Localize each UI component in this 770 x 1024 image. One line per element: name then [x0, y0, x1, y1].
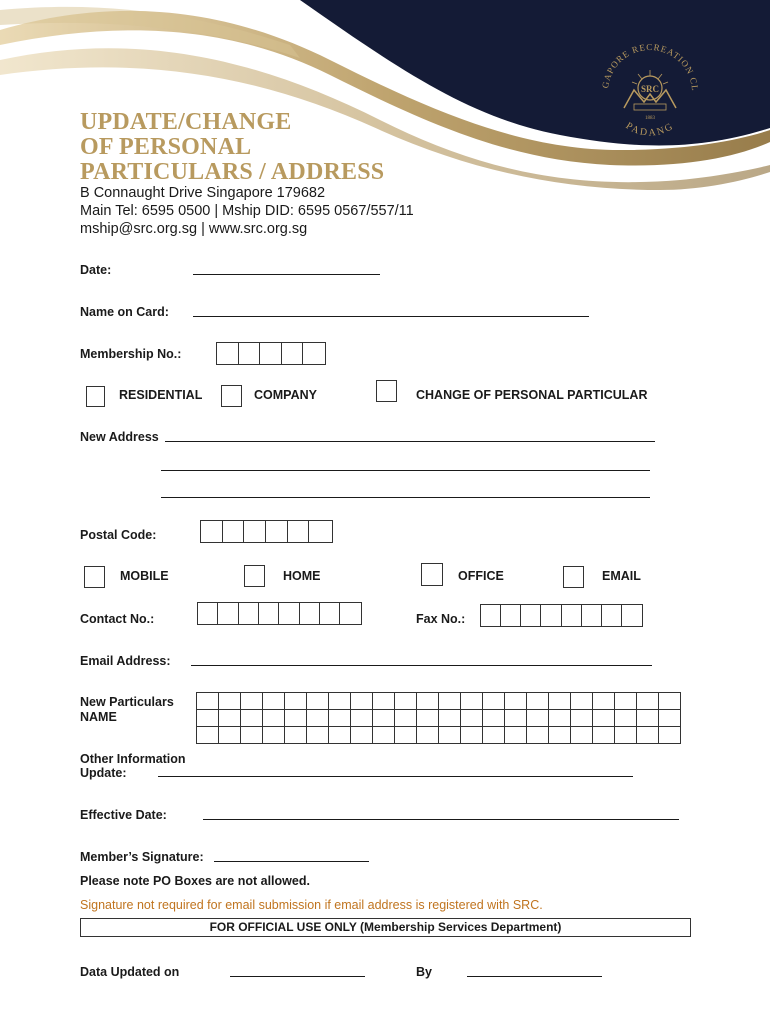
- grid-cell[interactable]: [395, 727, 417, 744]
- grid-cell[interactable]: [615, 710, 637, 727]
- grid-cell[interactable]: [483, 727, 505, 744]
- email-type-label: EMAIL: [602, 569, 641, 583]
- office-label: OFFICE: [458, 569, 504, 583]
- grid-cell[interactable]: [307, 727, 329, 744]
- grid-cell[interactable]: [637, 693, 659, 710]
- grid-cell[interactable]: [329, 727, 351, 744]
- club-emblem-icon: [590, 30, 710, 150]
- contact-no-label: Contact No.:: [80, 612, 155, 626]
- home-label: HOME: [283, 569, 321, 583]
- grid-cell[interactable]: [439, 693, 461, 710]
- grid-cell[interactable]: [285, 693, 307, 710]
- grid-cell[interactable]: [395, 693, 417, 710]
- grid-cell[interactable]: [263, 727, 285, 744]
- grid-cell[interactable]: [417, 710, 439, 727]
- grid-cell[interactable]: [263, 710, 285, 727]
- grid-cell[interactable]: [263, 693, 285, 710]
- grid-cell[interactable]: [549, 710, 571, 727]
- grid-cell[interactable]: [417, 727, 439, 744]
- company-checkbox[interactable]: [221, 385, 242, 407]
- name-on-card-field[interactable]: [193, 316, 589, 317]
- fax-no-label: Fax No.:: [416, 612, 466, 626]
- grid-cell[interactable]: [659, 727, 681, 744]
- grid-cell[interactable]: [615, 727, 637, 744]
- grid-row: [197, 693, 681, 710]
- membership-no-label: Membership No.:: [80, 347, 182, 361]
- grid-cell[interactable]: [483, 693, 505, 710]
- grid-cell[interactable]: [527, 710, 549, 727]
- email-address-label: Email Address:: [80, 654, 171, 668]
- grid-cell[interactable]: [395, 710, 417, 727]
- grid-cell[interactable]: [505, 727, 527, 744]
- grid-cell[interactable]: [197, 693, 219, 710]
- mobile-label: MOBILE: [120, 569, 169, 583]
- grid-cell[interactable]: [351, 710, 373, 727]
- change-particular-label: CHANGE OF PERSONAL PARTICULAR: [416, 388, 648, 402]
- signature-field[interactable]: [214, 861, 369, 862]
- grid-cell[interactable]: [285, 710, 307, 727]
- grid-cell[interactable]: [439, 727, 461, 744]
- data-updated-field[interactable]: [230, 976, 365, 977]
- grid-row: [197, 727, 681, 744]
- official-use-banner: FOR OFFICIAL USE ONLY (Membership Services Department): [80, 918, 691, 937]
- grid-cell[interactable]: [483, 710, 505, 727]
- grid-cell[interactable]: [351, 727, 373, 744]
- grid-cell[interactable]: [241, 727, 263, 744]
- new-address-line-2[interactable]: [161, 470, 650, 471]
- club-web: mship@src.org.sg | www.src.org.sg: [80, 221, 308, 237]
- svg-text:SINGAPORE RECREATION CLUB: [590, 30, 700, 92]
- grid-cell[interactable]: [527, 693, 549, 710]
- date-label: Date:: [80, 263, 112, 277]
- grid-cell[interactable]: [329, 693, 351, 710]
- grid-cell[interactable]: [549, 693, 571, 710]
- grid-cell[interactable]: [329, 710, 351, 727]
- grid-cell[interactable]: [241, 693, 263, 710]
- grid-cell[interactable]: [351, 693, 373, 710]
- form-title: [80, 110, 384, 185]
- grid-cell[interactable]: [461, 693, 483, 710]
- grid-cell[interactable]: [461, 710, 483, 727]
- grid-cell[interactable]: [593, 693, 615, 710]
- grid-cell[interactable]: [637, 727, 659, 744]
- fax-no-boxes[interactable]: [480, 604, 643, 627]
- by-label: By: [416, 965, 432, 979]
- club-phone: Main Tel: 6595 0500 | Mship DID: 6595 0567/557/11: [80, 203, 414, 219]
- postal-code-boxes[interactable]: [200, 520, 333, 543]
- home-checkbox[interactable]: [244, 565, 265, 587]
- grid-cell[interactable]: [593, 727, 615, 744]
- name-on-card-label: Name on Card:: [80, 305, 169, 319]
- effective-date-label: Effective Date:: [80, 808, 167, 822]
- new-address-label: New Address: [80, 430, 159, 444]
- membership-no-boxes[interactable]: [216, 342, 326, 365]
- grid-cell[interactable]: [219, 693, 241, 710]
- grid-cell[interactable]: [285, 727, 307, 744]
- grid-cell[interactable]: [615, 693, 637, 710]
- grid-cell[interactable]: [637, 710, 659, 727]
- email-checkbox[interactable]: [563, 566, 584, 588]
- by-field[interactable]: [467, 976, 602, 977]
- postal-code-label: Postal Code:: [80, 528, 157, 542]
- email-address-field[interactable]: [191, 665, 652, 666]
- club-logo: [590, 30, 710, 150]
- grid-row: [197, 710, 681, 727]
- date-field[interactable]: [193, 274, 380, 275]
- grid-cell[interactable]: [571, 693, 593, 710]
- office-checkbox[interactable]: [421, 563, 443, 586]
- effective-date-field[interactable]: [203, 819, 679, 820]
- grid-cell[interactable]: [461, 727, 483, 744]
- grid-cell[interactable]: [527, 727, 549, 744]
- data-updated-label: Data Updated on: [80, 965, 180, 979]
- new-particulars-name-grid[interactable]: [196, 692, 681, 744]
- residential-label: RESIDENTIAL: [119, 388, 203, 402]
- change-particular-checkbox[interactable]: [376, 380, 397, 402]
- grid-cell[interactable]: [439, 710, 461, 727]
- title-line-2: OF PERSONAL: [80, 134, 252, 160]
- grid-cell[interactable]: [505, 710, 527, 727]
- contact-no-boxes[interactable]: [197, 602, 362, 625]
- grid-cell[interactable]: [219, 727, 241, 744]
- new-particulars-label: New Particulars: [80, 695, 174, 709]
- logo-monogram: SRC: [640, 84, 660, 94]
- other-info-label: Other Information: [80, 752, 186, 766]
- grid-cell[interactable]: [571, 710, 593, 727]
- residential-checkbox[interactable]: [86, 386, 105, 407]
- grid-cell[interactable]: [505, 693, 527, 710]
- grid-cell[interactable]: [197, 727, 219, 744]
- company-label: COMPANY: [254, 388, 317, 402]
- other-info-field[interactable]: [158, 776, 633, 777]
- po-box-note: Please note PO Boxes are not allowed.: [80, 874, 310, 888]
- title-line-3: PARTICULARS / ADDRESS: [80, 159, 385, 185]
- title-line-1: UPDATE/CHANGE: [80, 109, 292, 135]
- grid-cell[interactable]: [307, 710, 329, 727]
- new-particulars-name-label: NAME: [80, 710, 117, 724]
- new-address-line-3[interactable]: [161, 497, 650, 498]
- svg-text:PADANG: [624, 120, 677, 138]
- grid-cell[interactable]: [417, 693, 439, 710]
- grid-cell[interactable]: [373, 710, 395, 727]
- grid-cell[interactable]: [197, 710, 219, 727]
- other-info-update-label: Update:: [80, 766, 127, 780]
- grid-cell[interactable]: [659, 710, 681, 727]
- grid-cell[interactable]: [659, 693, 681, 710]
- grid-cell[interactable]: [571, 727, 593, 744]
- grid-cell[interactable]: [307, 693, 329, 710]
- email-submission-note: Signature not required for email submission if email address is registered with SRC.: [80, 898, 543, 912]
- grid-cell[interactable]: [549, 727, 571, 744]
- logo-arc-text: GAPORE RECREATION CL: [600, 41, 701, 92]
- logo-year: 1883: [645, 116, 655, 121]
- grid-cell[interactable]: [373, 727, 395, 744]
- new-address-line-1[interactable]: [165, 441, 655, 442]
- mobile-checkbox[interactable]: [84, 566, 105, 588]
- logo-padang-text: PADANG: [623, 120, 677, 139]
- club-address: B Connaught Drive Singapore 179682: [80, 185, 326, 201]
- grid-cell[interactable]: [373, 693, 395, 710]
- grid-cell[interactable]: [241, 710, 263, 727]
- grid-cell[interactable]: [593, 710, 615, 727]
- grid-cell[interactable]: [219, 710, 241, 727]
- signature-label: Member’s Signature:: [80, 850, 204, 864]
